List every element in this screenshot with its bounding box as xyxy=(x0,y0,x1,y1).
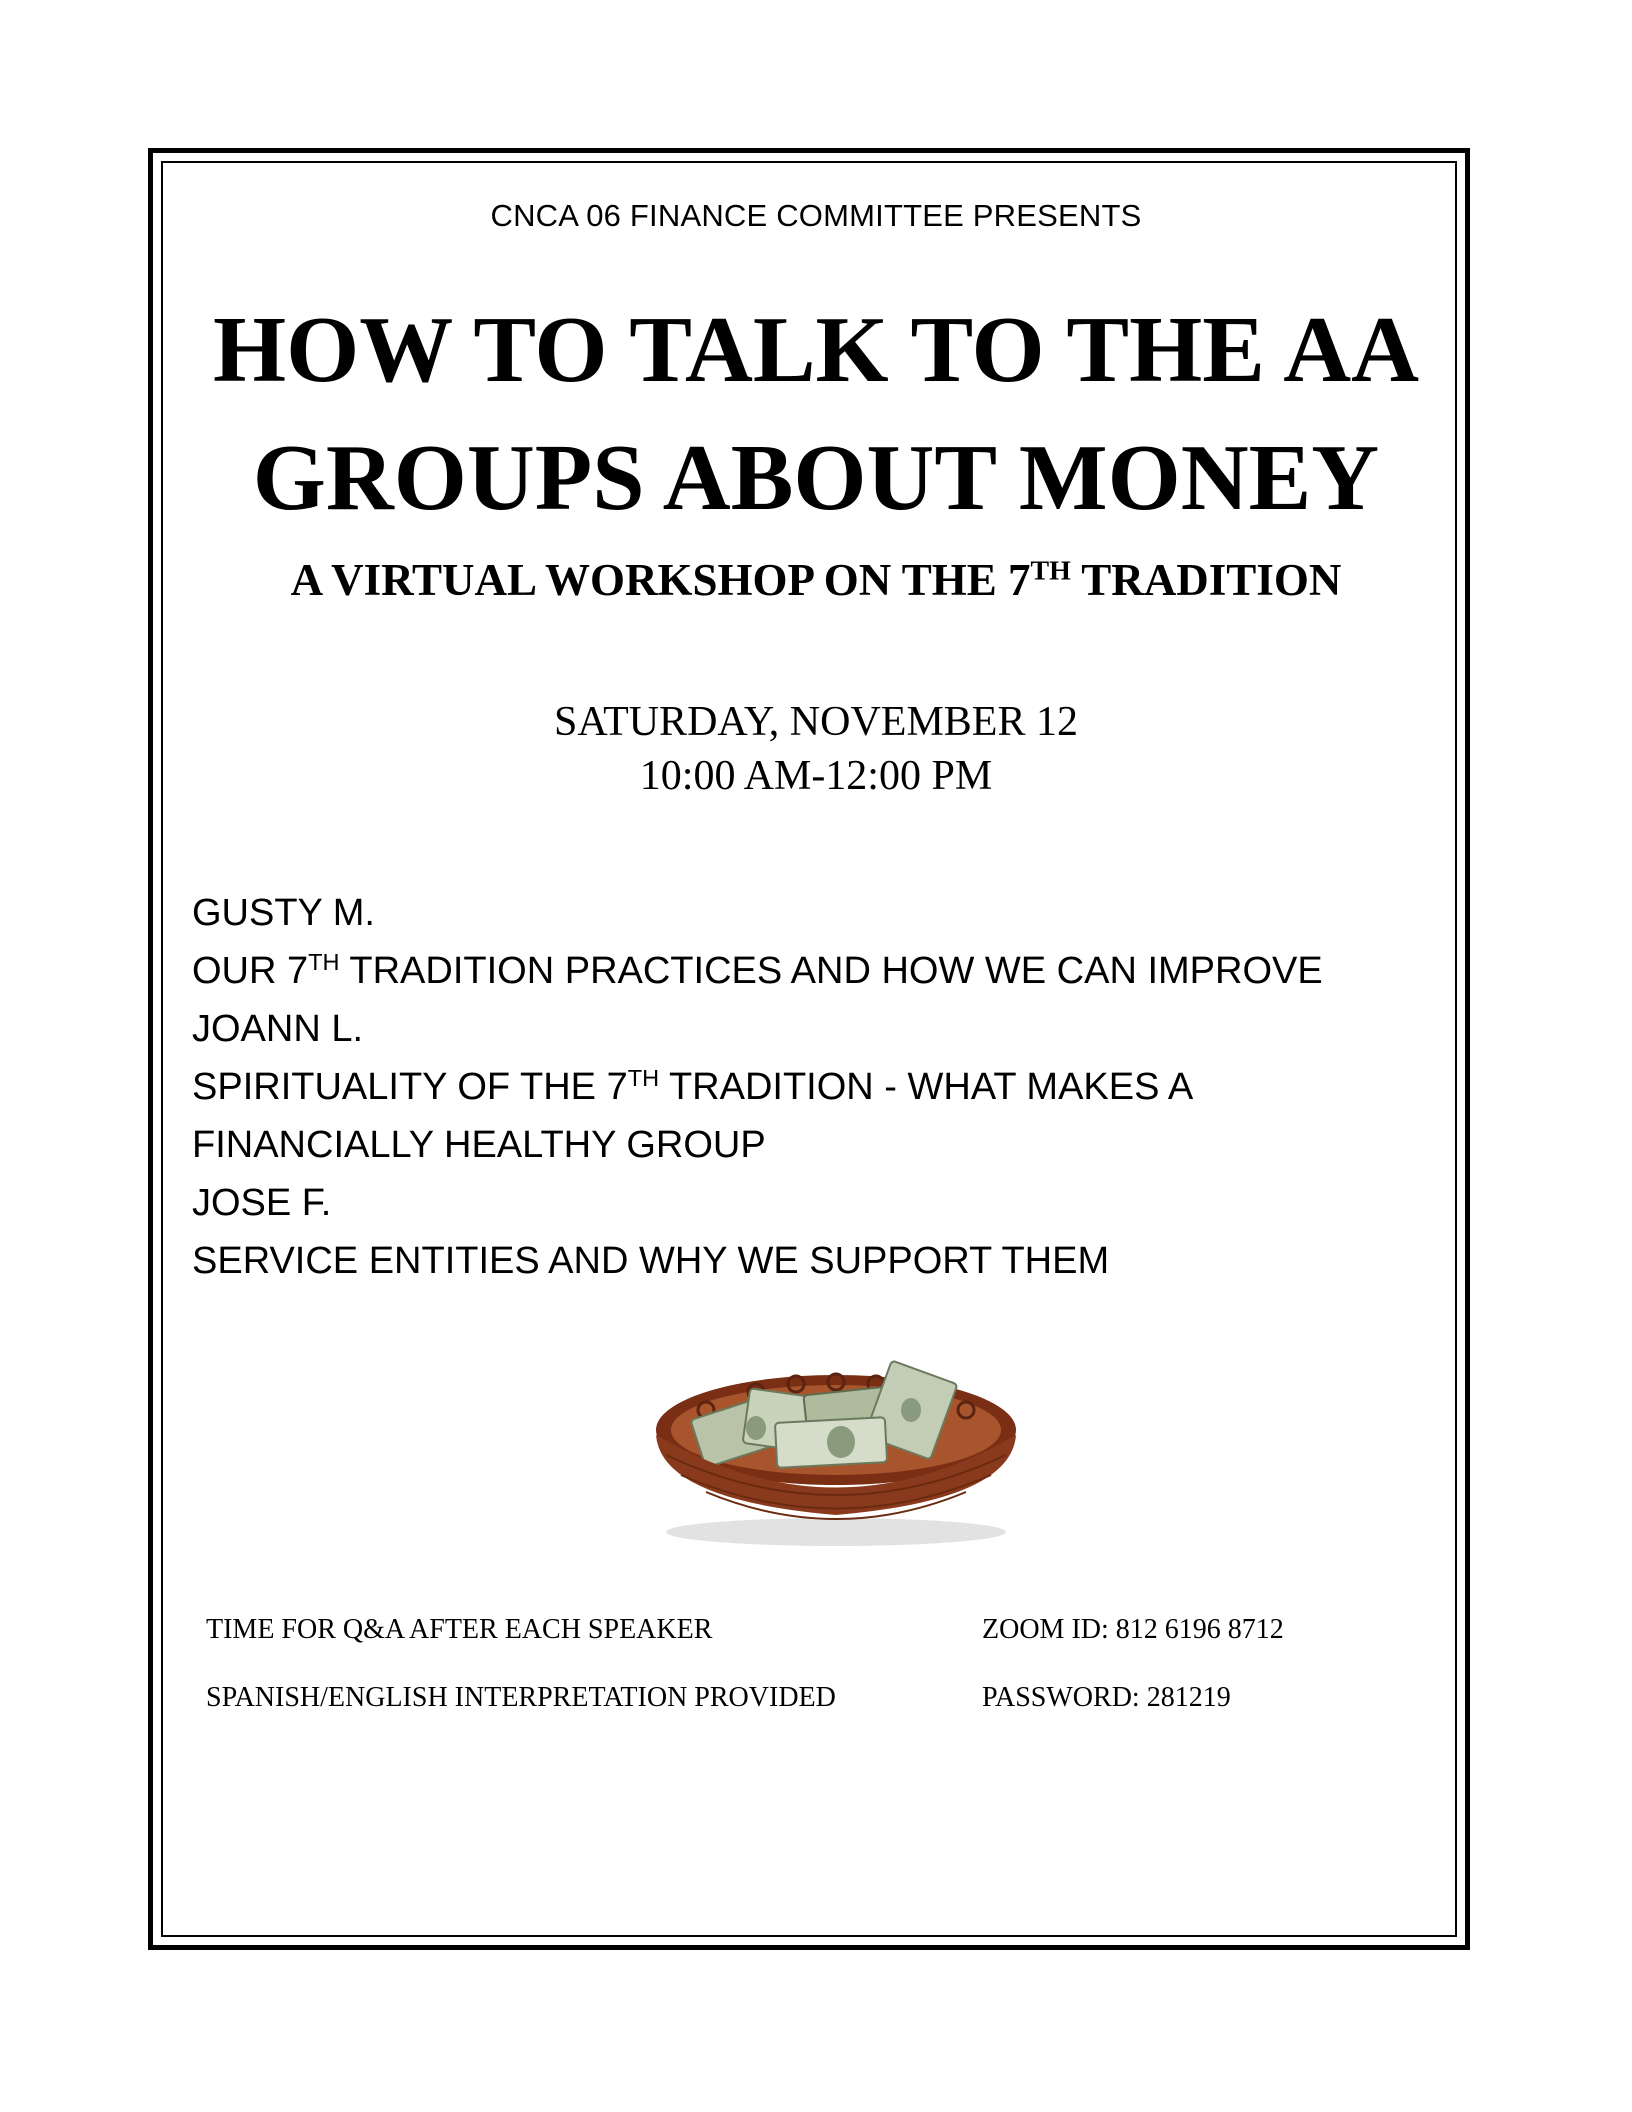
subtitle xyxy=(0,552,1632,608)
subtitle-superscript: TH xyxy=(1030,555,1071,587)
subtitle-text: A VIRTUAL WORKSHOP ON THE 7 xyxy=(290,555,1031,605)
event-date: SATURDAY, NOVEMBER 12 xyxy=(554,699,1078,745)
topic-2-text: SPIRITUALITY OF THE 7 xyxy=(192,1066,628,1108)
agenda xyxy=(192,884,1432,1290)
topic-3: SERVICE ENTITIES AND WHY WE SUPPORT THEM xyxy=(192,1240,1110,1282)
money-basket-icon xyxy=(636,1310,1036,1560)
interpretation-note: SPANISH/ENGLISH INTERPRETATION PROVIDED xyxy=(206,1682,836,1713)
topic-2-line-2: FINANCIALLY HEALTHY GROUP xyxy=(192,1124,766,1166)
presenter-line: CNCA 06 FINANCE COMMITTEE PRESENTS xyxy=(490,198,1142,233)
qa-note: TIME FOR Q&A AFTER EACH SPEAKER xyxy=(206,1614,713,1645)
title-line-1: HOW TO TALK TO THE AA xyxy=(213,298,1419,402)
speaker-2: JOANN L. xyxy=(192,1008,364,1050)
topic-1-text: OUR 7 xyxy=(192,950,309,992)
basket-shadow xyxy=(666,1518,1006,1546)
zoom-id: ZOOM ID: 812 6196 8712 xyxy=(982,1614,1284,1645)
topic-1-text-end: TRADITION PRACTICES AND HOW WE CAN IMPROVE xyxy=(339,950,1323,992)
subtitle-text-end: TRADITION xyxy=(1070,555,1342,605)
topic-2-superscript: TH xyxy=(627,1065,660,1092)
topic-1 xyxy=(192,942,1432,1000)
topic-2-text-end: TRADITION - WHAT MAKES A xyxy=(659,1066,1194,1108)
topic-2 xyxy=(192,1058,1432,1116)
event-time: 10:00 AM-12:00 PM xyxy=(639,753,993,799)
title-line-2: GROUPS ABOUT MONEY xyxy=(252,426,1380,530)
topic-1-superscript: TH xyxy=(308,949,340,976)
money-basket-svg xyxy=(636,1310,1036,1560)
speaker-1: GUSTY M. xyxy=(192,892,375,934)
zoom-password: PASSWORD: 281219 xyxy=(982,1682,1231,1713)
speaker-3: JOSE F. xyxy=(192,1182,332,1224)
